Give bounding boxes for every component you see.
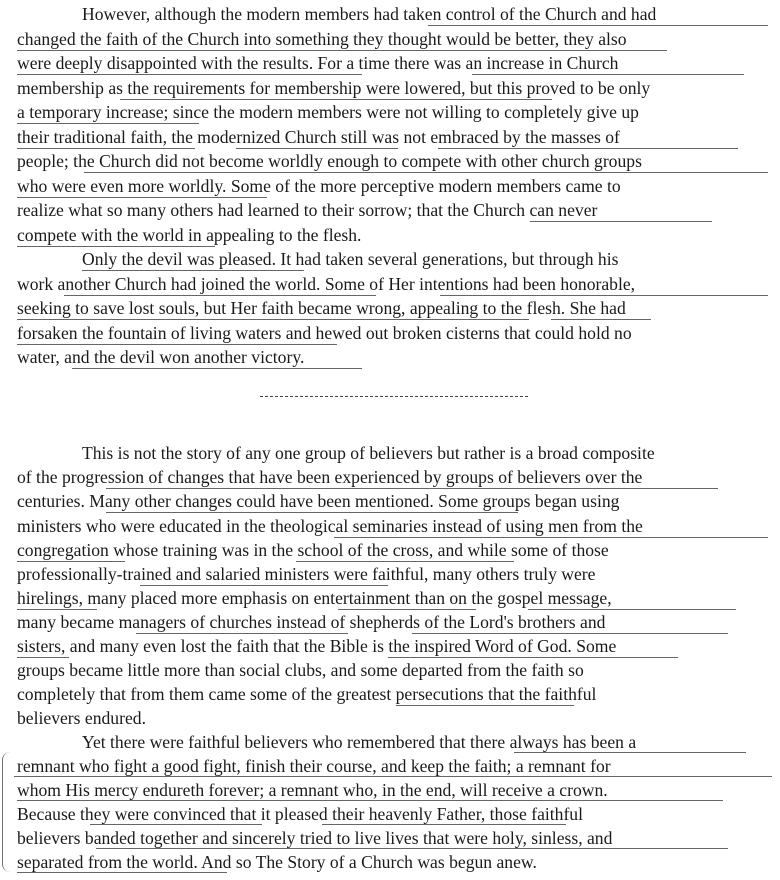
pen-underline [322, 824, 566, 825]
paragraph-1-line-7: people; the Church did not become worldly enough to compete with other church groups [17, 151, 642, 171]
pen-underline [17, 246, 215, 247]
pen-underline [90, 824, 262, 825]
pen-underline [120, 99, 552, 100]
paragraph-4-line-3: whom His mercy endureth forever; a remnant who, in the end, will receive a crown. [17, 780, 608, 800]
paragraph-3-line-4: ministers who were educated in the theological seminaries instead of using men from the [17, 516, 643, 536]
paragraph-4-line-5: believers banded together and sincerely tried to live lives that were holy, sinless, and [17, 828, 613, 848]
paragraph-3-line-6: professionally-trained and salaried ministers were faithful, many others truly were [17, 564, 596, 584]
paragraph-1-line-9: realize what so many others had learned to their sorrow; that the Church can never [17, 200, 598, 220]
pen-underline [17, 123, 199, 124]
section-divider [260, 396, 528, 398]
pen-underline [528, 609, 736, 610]
paragraph-1-line-4: membership as the requirements for membership were lowered, but this proved to be only [17, 78, 651, 98]
paragraph-2-line-1: Only the devil was pleased. It had taken several generations, but through his [82, 249, 619, 269]
pen-underline [514, 752, 746, 753]
paragraph-4-line-6: separated from the world. And so The Story of a Church was begun anew. [17, 852, 537, 872]
pen-underline [396, 705, 574, 706]
pen-underline [17, 609, 97, 610]
paragraph-3-line-1: This is not the story of any one group of believers but rather is a broad composite [82, 443, 655, 463]
paragraph-2-line-5: water, and the devil won another victory. [17, 347, 305, 367]
pen-underline [388, 657, 678, 658]
pen-underline [140, 585, 388, 586]
pen-underline [14, 776, 772, 777]
pen-underline [82, 270, 304, 271]
paragraph-4-line-4: Because they were convinced that it pleased their heavenly Father, those faithful [17, 804, 583, 824]
pen-underline [72, 368, 362, 369]
paragraph-1-line-2: changed the faith of the Church into something they thought would be better, they also [17, 29, 627, 49]
pen-underline [17, 148, 195, 149]
paragraph-2-line-3: seeking to save lost souls, but Her faith became wrong, appealing to the flesh. She had [17, 298, 626, 318]
pen-underline [17, 800, 723, 801]
paragraph-3-line-2: of the progression of changes that have been experienced by groups of believers over the [17, 467, 643, 487]
paragraph-3-line-3: centuries. Many other changes could have been mentioned. Some groups began using [17, 491, 620, 511]
paragraph-3-line-5: congregation whose training was in the school of the cross, and while some of those [17, 540, 609, 560]
paragraph-4-line-2: remnant who fight a good fight, finish their course, and keep the faith; a remnant for [17, 756, 611, 776]
pen-underline [551, 319, 651, 320]
paragraph-1-line-10: compete with the world in appealing to the flesh. [17, 225, 362, 245]
pen-underline [136, 633, 348, 634]
pen-underline [96, 848, 728, 849]
pen-underline [17, 50, 667, 51]
pen-underline [17, 872, 227, 873]
paragraph-2-line-2: work another Church had joined the world. Some of Her intentions had been honorable, [17, 274, 636, 294]
pen-underline [106, 488, 718, 489]
paragraph-1-line-6: their traditional faith, the modernized Church still was not embraced by the masses of [17, 127, 620, 147]
pen-underline [17, 74, 362, 75]
paragraph-4-line-1: Yet there were faithful believers who remembered that there always has been a [82, 732, 637, 752]
pen-underline [17, 344, 337, 345]
pen-underline [17, 561, 125, 562]
pen-underline [334, 537, 768, 538]
paragraph-3-line-9: sisters, and many even lost the faith that the Bible is the inspired Word of God. Some [17, 636, 617, 656]
paragraph-3-line-11: completely that from them came some of the greatest persecutions that the faithful [17, 684, 597, 704]
paragraph-1-line-5: a temporary increase; since the modern members were not willing to completely give up [17, 102, 639, 122]
pen-underline [17, 197, 267, 198]
pen-underline [106, 512, 518, 513]
pen-underline [472, 74, 744, 75]
pen-underline [296, 561, 514, 562]
paragraph-1-line-3: were deeply disappointed with the results. For a time there was an increase in Church [17, 53, 619, 73]
pen-underline [338, 609, 476, 610]
paragraph-2-line-4: forsaken the fountain of living waters and hewed out broken cisterns that could hold no [17, 323, 632, 343]
paragraph-1-line-8: who were even more worldly. Some of the more perceptive modern members came to [17, 176, 621, 196]
pen-underline [17, 657, 69, 658]
pen-underline [530, 221, 712, 222]
pen-underline [236, 148, 398, 149]
pen-underline [440, 295, 768, 296]
margin-bracket [2, 752, 13, 872]
pen-underline [438, 148, 738, 149]
pen-underline [428, 25, 768, 26]
paragraph-1-line-1: However, although the modern members had taken control of the Church and had [82, 4, 657, 24]
pen-underline [412, 633, 728, 634]
pen-underline [17, 319, 529, 320]
paragraph-3-line-12: believers endured. [17, 708, 146, 728]
paragraph-3-line-7: hirelings, many placed more emphasis on entertainment than on the gospel message, [17, 588, 612, 608]
paragraph-3-line-8: many became managers of churches instead of shepherds of the Lord's brothers and [17, 612, 606, 632]
paragraph-3-line-10: groups became little more than social clubs, and some departed from the faith so [17, 660, 584, 680]
pen-underline [64, 295, 376, 296]
pen-underline [84, 172, 768, 173]
